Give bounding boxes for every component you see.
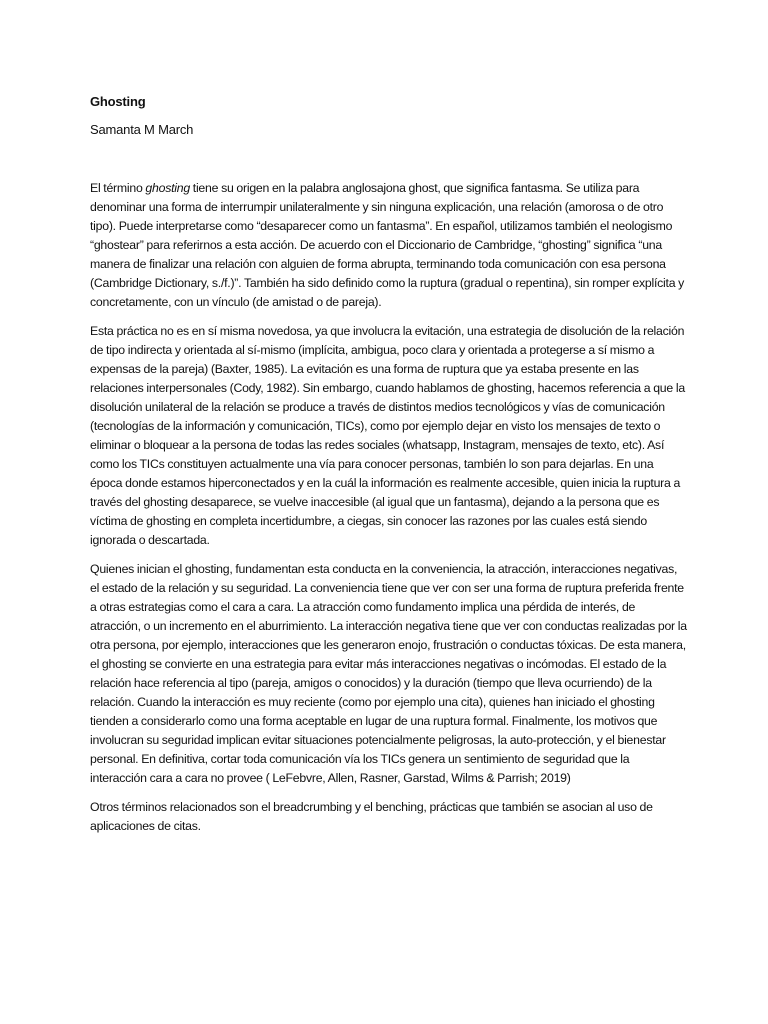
paragraph-3: Quienes inician el ghosting, fundamentan esta conducta en la conveniencia, la atracción, interacciones negativas, el estado de la relación y su seguridad. La conveniencia tiene que ver con ser una forma de ruptura preferida frente a otras estrategias como el cara a cara. La atracción como fundamento implica una pérdida de interés, de atracción, o un incremento en el aburrimiento. La interacción negativa tiene que ver con conductas realizadas por la otra persona, por ejemplo, interacciones que les generaron enojo, frustración o conductas tóxicas. De esta manera, el ghosting se convierte en una estrategia para evitar más interacciones negativas o incómodas. El estado de la relación hace referencia al tipo (pareja, amigos o conocidos) y la duración (tiempo que lleva ocurriendo) de la relación. Cuando la interacción es muy reciente (como por ejemplo una cita), quienes han iniciado el ghosting tienden a considerarlo como una forma aceptable en lugar de una ruptura formal. Finalmente, los motivos que involucran su seguridad implican evitar situaciones potencialmente peligrosas, la auto-protección, y el bienestar personal. En definitiva, cortar toda comunicación vía los TICs genera un sentimiento de seguridad que la interacción cara a cara no provee ( LeFebvre, Allen, Rasner, Garstad, Wilms & Parrish; 2019) <box>90 562 687 785</box>
paragraph-1-start: El término <box>90 181 146 195</box>
document-content <box>90 92 688 846</box>
paragraph-2: Esta práctica no es en sí misma novedosa, ya que involucra la evitación, una estrategia de disolución de la relación de tipo indirecta y orientada al sí-mismo (implícita, ambigua, poco clara y orientada a protegerse a sí mismo a expensas de la pareja) (Baxter, 1985). La evitación es una forma de ruptura que ya estaba presente en las relaciones interpersonales (Cody, 1982). Sin embargo, cuando hablamos de ghosting, hacemos referencia a que la disolución unilateral de la relación se produce a través de distintos medios tecnológicos y vías de comunicación (tecnologías de la información y comunicación, TICs), como por ejemplo dejar en visto los mensajes de texto o eliminar o bloquear a la persona de todas las redes sociales (whatsapp, Instagram, mensajes de texto, etc). Así como los TICs constituyen actualmente una vía para conocer personas, también lo son para dejarlas. En una época donde estamos hiperconectados y en la cuál la información es realmente accesible, quien inicia la ruptura a través del ghosting desaparece, se vuelve inaccesible (al igual que un fantasma), dejando a la persona que es víctima de ghosting en completa incertidumbre, a ciegas, sin conocer las razones por las cuales está siendo ignorada o descartada. <box>90 324 685 547</box>
paragraph-1-rest: tiene su origen en la palabra anglosajona ghost, que significa fantasma. Se utiliza para denominar una forma de interrumpir unilateralmente y sin ninguna explicación, una relación (amorosa o de otro tipo). Puede interpretarse como “desaparecer como un fantasma”. En español, utilizamos también el neologismo “ghostear” para referirnos a esta acción. De acuerdo con el Diccionario de Cambridge, “ghosting” significa “una manera de finalizar una relación con alguien de forma abrupta, terminando toda comunicación con esa persona (Cambridge Dictionary, s./f.)”. También ha sido definido como la ruptura (gradual o repentina), sin romper explícita y concretamente, con un vínculo (de amistad o de pareja). <box>90 181 685 309</box>
document-author: Samanta M March <box>90 122 194 137</box>
paragraph-4: Otros términos relacionados son el breadcrumbing y el benching, prácticas que también se asocian al uso de aplicaciones de citas. <box>90 800 653 833</box>
paragraph-1 <box>90 179 688 312</box>
document-body <box>90 179 688 836</box>
paragraph-1-italic-term: ghosting <box>145 181 190 195</box>
document-title: Ghosting <box>90 94 146 109</box>
